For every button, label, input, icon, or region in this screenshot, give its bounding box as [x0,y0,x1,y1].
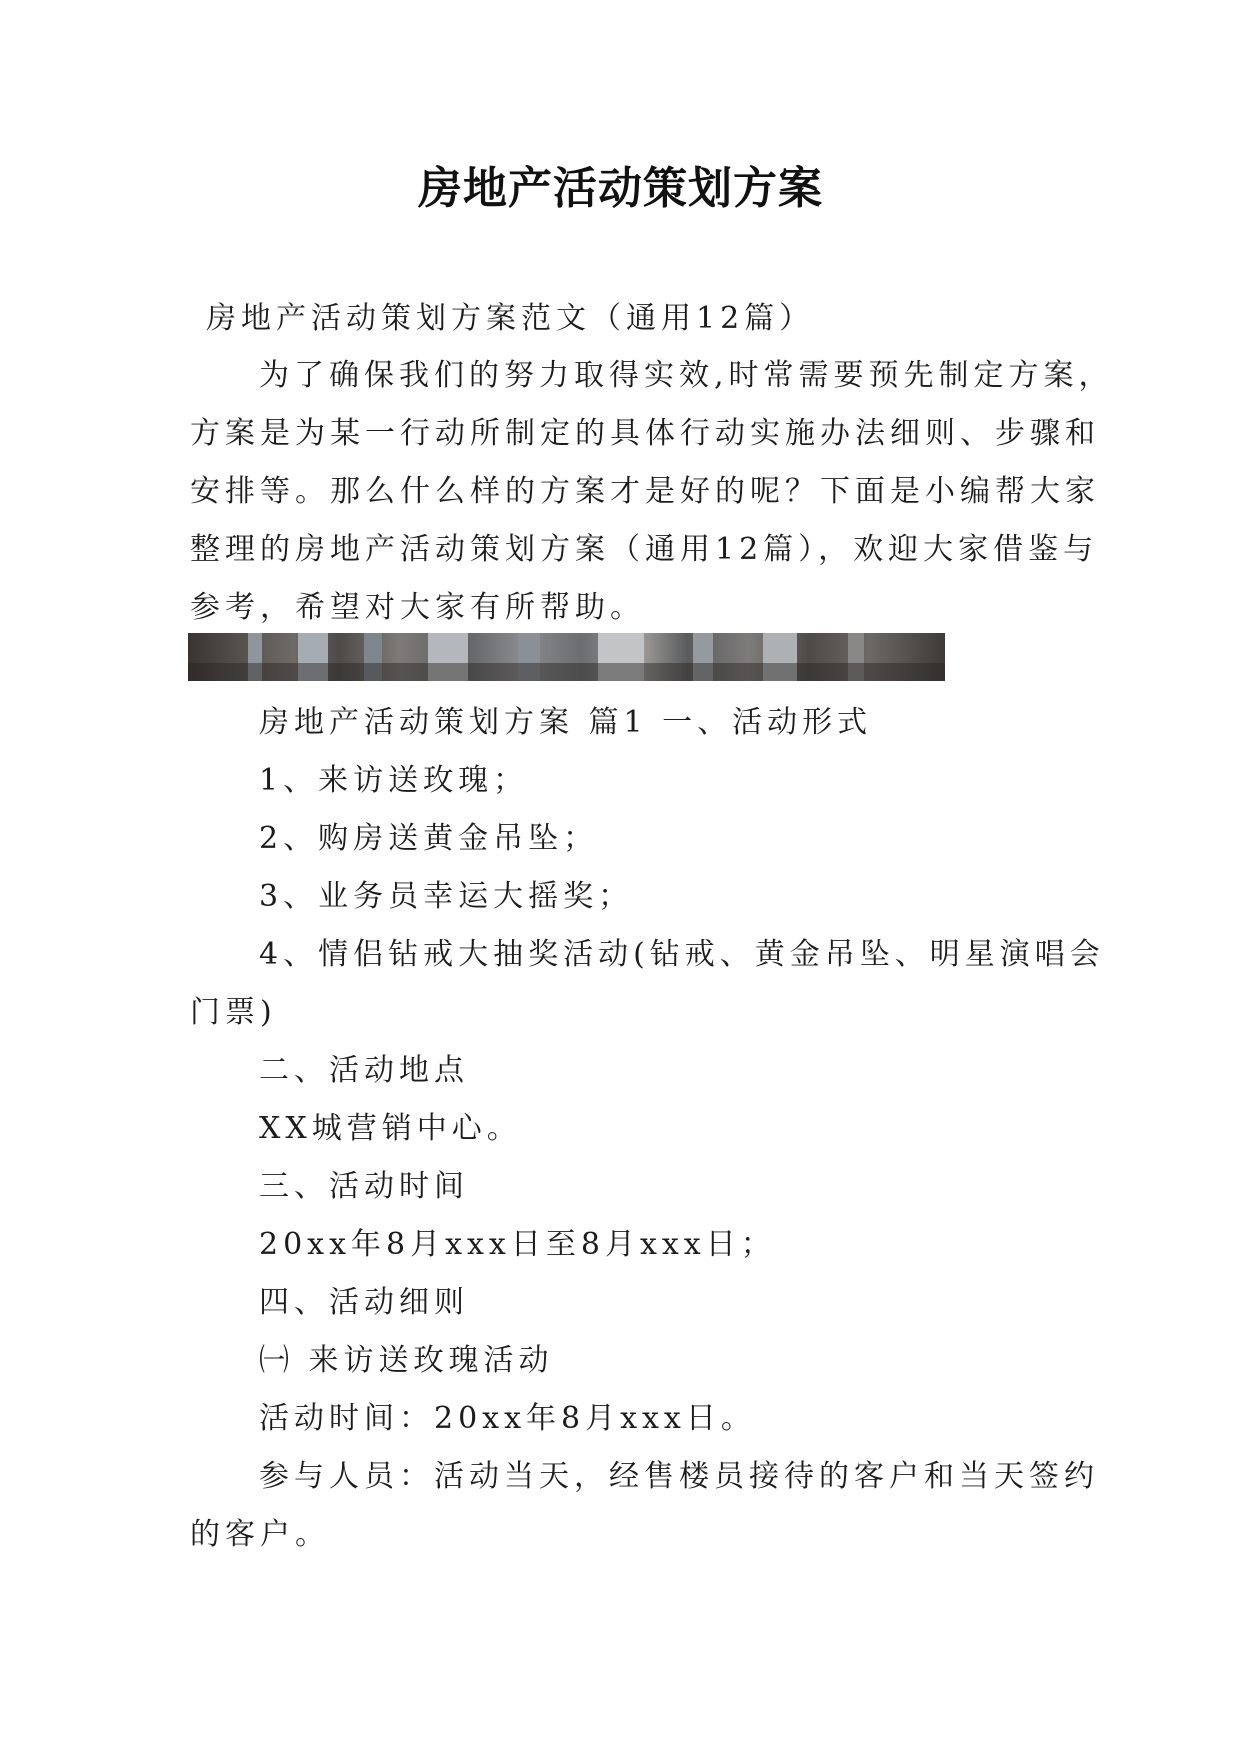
section-heading-3: 三、活动时间 [259,1169,469,1204]
participants-text-continued: 的客户。 [190,1517,330,1552]
list-item-2: 2、购房送黄金吊坠； [259,821,599,856]
location-text: XX城营销中心。 [259,1111,522,1146]
city-banner-image [188,633,945,681]
participants-text: 参与人员：活动当天，经售楼员接待的客户和当天签约 [259,1459,1099,1494]
list-item-3: 3、业务员幸运大摇奖； [259,879,634,914]
list-item-1: 1、来访送玫瑰； [259,763,529,798]
list-item-4-continued: 门票) [190,995,277,1030]
subtitle-line: 房地产活动策划方案范文（通用12篇） [206,301,815,336]
intro-line-1: 为了确保我们的努力取得实效,时常需要预先制定方案， [259,358,1114,393]
section-heading-4: 四、活动细则 [259,1285,469,1320]
intro-line-4: 整理的房地产活动策划方案（通用12篇），欢迎大家借鉴与 [190,532,1099,567]
date-text: 20xx年8月xxx日至8月xxx日； [259,1227,776,1262]
list-item-4: 4、情侣钻戒大抽奖活动(钻戒、黄金吊坠、明星演唱会 [259,937,1105,972]
section-heading-1: 房地产活动策划方案 篇1 一、活动形式 [259,705,873,740]
document-title: 房地产活动策划方案 [418,163,823,214]
subsection-heading-1: ㈠ 来访送玫瑰活动 [259,1343,554,1378]
section-heading-2: 二、活动地点 [259,1053,469,1088]
intro-line-3: 安排等。那么什么样的方案才是好的呢？下面是小编帮大家 [190,474,1100,509]
intro-line-2: 方案是为某一行动所制定的具体行动实施办法细则、步骤和 [190,416,1100,451]
activity-time-text: 活动时间：20xx年8月xxx日。 [259,1401,756,1436]
intro-line-5: 参考，希望对大家有所帮助。 [190,590,645,625]
